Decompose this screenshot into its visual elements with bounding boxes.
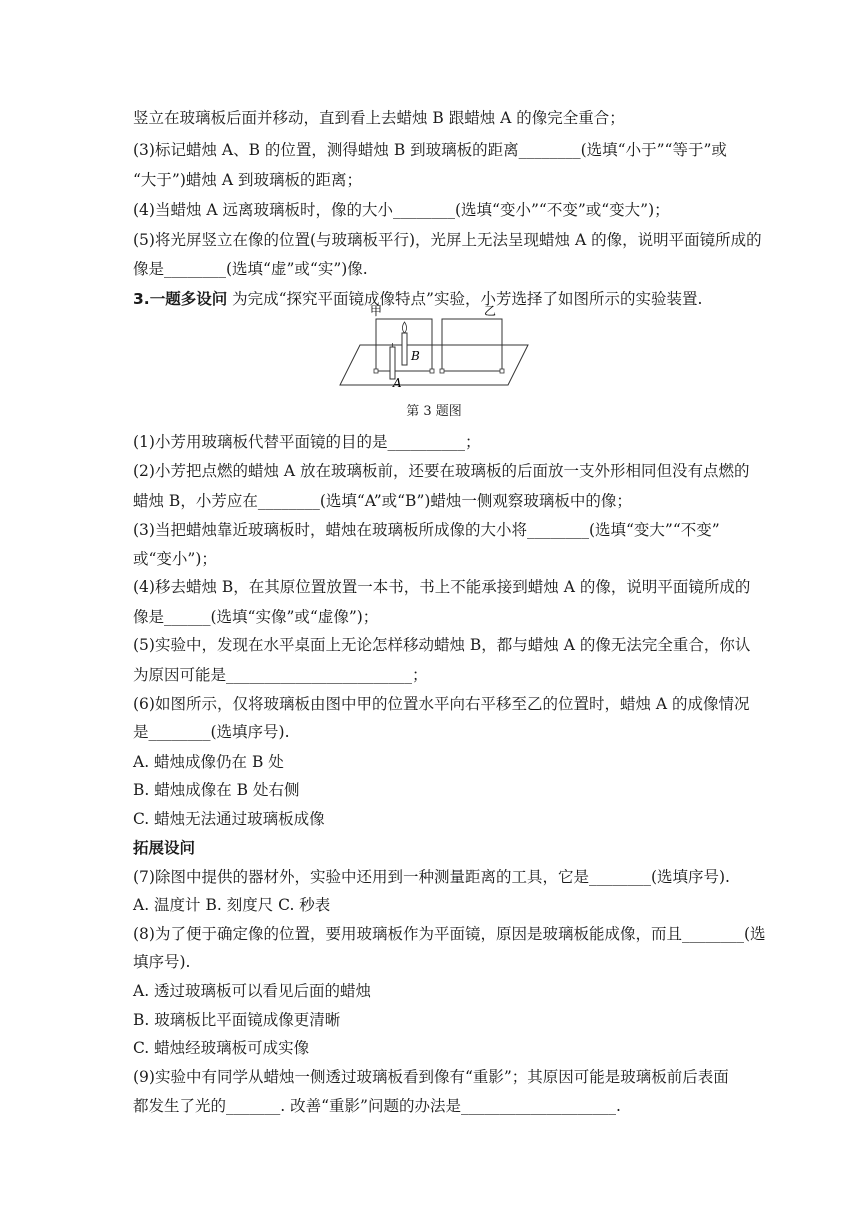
plate-foot [500, 369, 504, 373]
option-c: C. 蜡烛经玻璃板可成实像 [133, 1039, 310, 1057]
label-yi: 乙 [484, 305, 497, 318]
question-3-9: (9)实验中有同学从蜡烛一侧透过玻璃板看到像有“重影”；其原因可能是玻璃板前后表面 [133, 1068, 729, 1086]
question-stem: 为完成“探究平面镜成像特点”实验，小芳选择了如图所示的实验装置. [227, 290, 703, 308]
plate-foot [430, 369, 434, 373]
text-line: 蜡烛 B，小芳应在________(选填“A”或“B”)蜡烛一侧观察玻璃板中的像； [133, 492, 632, 510]
question-3-5: (5)实验中，发现在水平桌面上无论怎样移动蜡烛 B，都与蜡烛 A 的像无法完全重合，你认 [133, 636, 751, 654]
option-b: B. 玻璃板比平面镜成像更清晰 [133, 1011, 341, 1029]
text-line: “大于”)蜡烛 A 到玻璃板的距离； [133, 171, 362, 189]
option-a: A. 透过玻璃板可以看见后面的蜡烛 [133, 982, 372, 1000]
question-3-2: (2)小芳把点燃的蜡烛 A 放在玻璃板前，还要在玻璃板的后面放一支外形相同但没有点燃的 [133, 462, 750, 480]
question-3-6: (6)如图所示，仅将玻璃板由图中甲的位置水平向右平移至乙的位置时，蜡烛 A 的成像情况 [133, 695, 750, 713]
options-row: A. 温度计 B. 刻度尺 C. 秒表 [133, 896, 331, 914]
text-line: 是________(选填序号). [133, 723, 290, 741]
plate-foot [374, 369, 378, 373]
text-line: 或“变小”)； [133, 550, 217, 568]
label-a: A [393, 376, 402, 390]
question-tag: 一题多设问 [149, 290, 228, 308]
option-c: C. 蜡烛无法通过玻璃板成像 [133, 810, 325, 828]
section-heading: 拓展设问 [133, 839, 196, 857]
question-3-4: (4)移去蜡烛 B，在其原位置放置一本书，书上不能承接到蜡烛 A 的像，说明平面镜所成的 [133, 578, 751, 596]
question-number: 3. [133, 290, 150, 308]
text-line: 为原因可能是________________________； [133, 666, 428, 684]
candle-a [390, 347, 395, 379]
option-b: B. 蜡烛成像在 B 处右侧 [133, 781, 300, 799]
figure-caption: 第 3 题图 [406, 404, 462, 419]
question-2-5: (5)将光屏竖立在像的位置(与玻璃板平行)，光屏上无法呈现蜡烛 A 的像，说明平面镜所成的 [133, 231, 762, 249]
text-line: 像是______(选填“实像”或“虚像”)； [133, 608, 379, 626]
text-line: 填序号). [133, 953, 191, 971]
table-plane [340, 345, 528, 385]
label-jia: 甲 [370, 305, 383, 318]
text-line: 像是________(选填“虚”或“实”)像. [133, 260, 368, 278]
question-3-8: (8)为了便于确定像的位置，要用玻璃板作为平面镜，原因是玻璃板能成像，而且________(选 [133, 925, 766, 943]
question-3-1: (1)小芳用玻璃板代替平面镜的目的是__________； [133, 433, 481, 451]
question-3-7: (7)除图中提供的器材外，实验中还用到一种测量距离的工具，它是________(选填序号). [133, 868, 730, 886]
plate-foot [440, 369, 444, 373]
option-a: A. 蜡烛成像仍在 B 处 [133, 753, 284, 771]
question-2-4: (4)当蜡烛 A 远离玻璃板时，像的大小________(选填“变小”“不变”或“变大”)； [133, 201, 670, 219]
question-2-3: (3)标记蜡烛 A、B 的位置，测得蜡烛 B 到玻璃板的距离________(选填“小于”“等于”或 [133, 141, 727, 159]
flame-icon [402, 322, 406, 333]
candle-b [402, 333, 407, 365]
text-line: 竖立在玻璃板后面并移动，直到看上去蜡烛 B 跟蜡烛 A 的像完全重合； [133, 109, 625, 127]
question-3-3: (3)当把蜡烛靠近玻璃板时，蜡烛在玻璃板所成像的大小将________(选填“变大”“不变” [133, 521, 720, 539]
text-line: 都发生了光的_______. 改善“重影”问题的办法是____________________. [133, 1097, 621, 1115]
experiment-figure [338, 305, 538, 391]
label-b: B [411, 349, 420, 363]
